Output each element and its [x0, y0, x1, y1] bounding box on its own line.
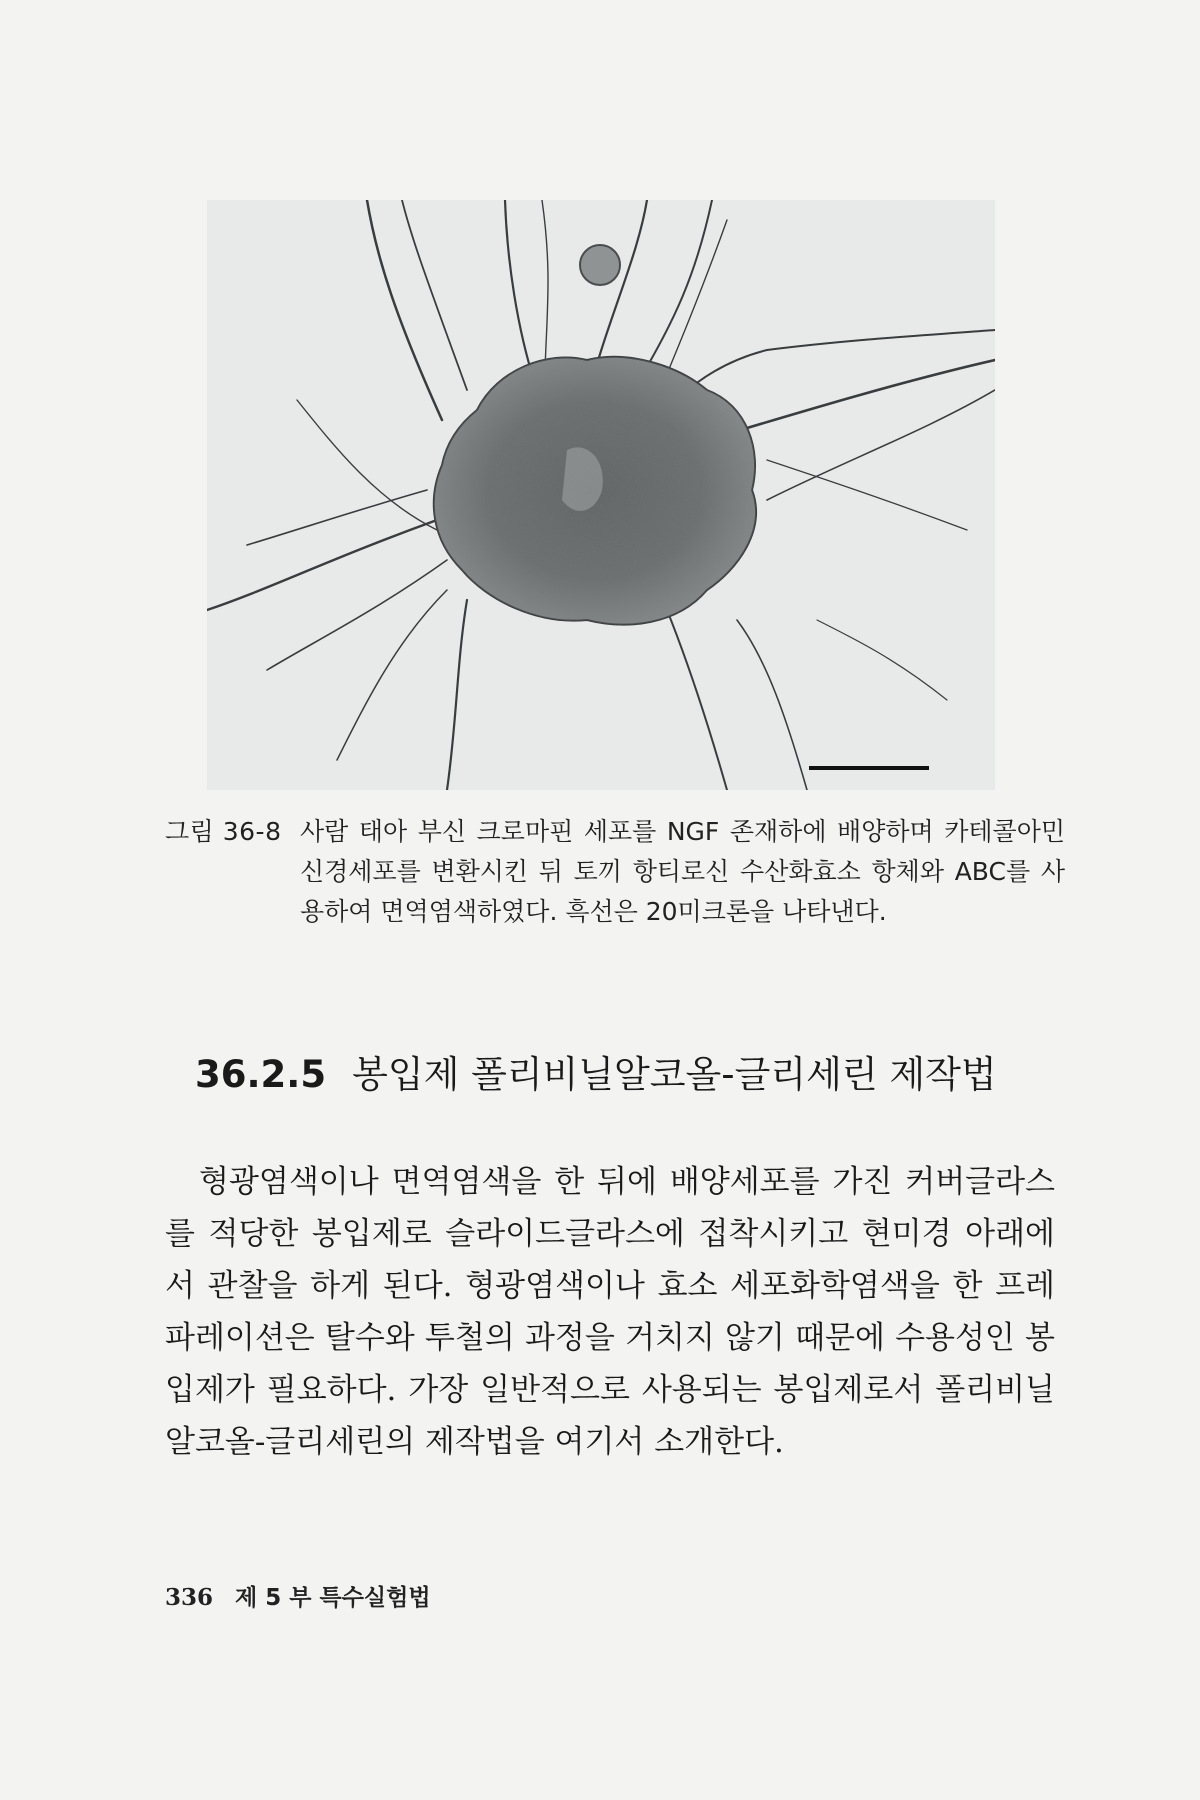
page-number: 336 [165, 1584, 214, 1611]
section-heading [195, 1050, 997, 1100]
figure-caption-text: 사람 태아 부신 크로마핀 세포를 NGF 존재하에 배양하며 카테콜아민 신경세포를 변환시킨 뒤 토끼 항티로신 수산화효소 항체와 ABC를 사용하여 면역염색하였다. 흑선은 20미크론을 나타낸다. [300, 817, 1065, 926]
cell-micrograph-image [207, 200, 995, 790]
round-cell [580, 245, 620, 285]
figure-label: 그림 36-8 [165, 817, 282, 846]
scale-bar [809, 766, 929, 770]
figure-caption [165, 812, 1065, 932]
micrograph-figure [207, 200, 995, 790]
body-paragraph: 형광염색이나 면역염색을 한 뒤에 배양세포를 가진 커버글라스를 적당한 봉입제로 슬라이드글라스에 접착시키고 현미경 아래에서 관찰을 하게 된다. 형광염색이나 효소 세포화학염색을 한 프레파레이션은 탈수와 투철의 과정을 거치지 않기 때문에 수용성인 봉입제가 필요하다. 가장 일반적으로 사용되는 봉입제로서 폴리비닐알코올-글리세린의 제작법을 여기서 소개한다. [165, 1164, 1055, 1460]
part-title: 제 5 부 특수실험법 [235, 1585, 431, 1611]
section-title: 봉입제 폴리비닐알코올-글리세린 제작법 [352, 1053, 997, 1096]
section-number: 36.2.5 [195, 1053, 327, 1096]
page-footer [165, 1582, 431, 1614]
